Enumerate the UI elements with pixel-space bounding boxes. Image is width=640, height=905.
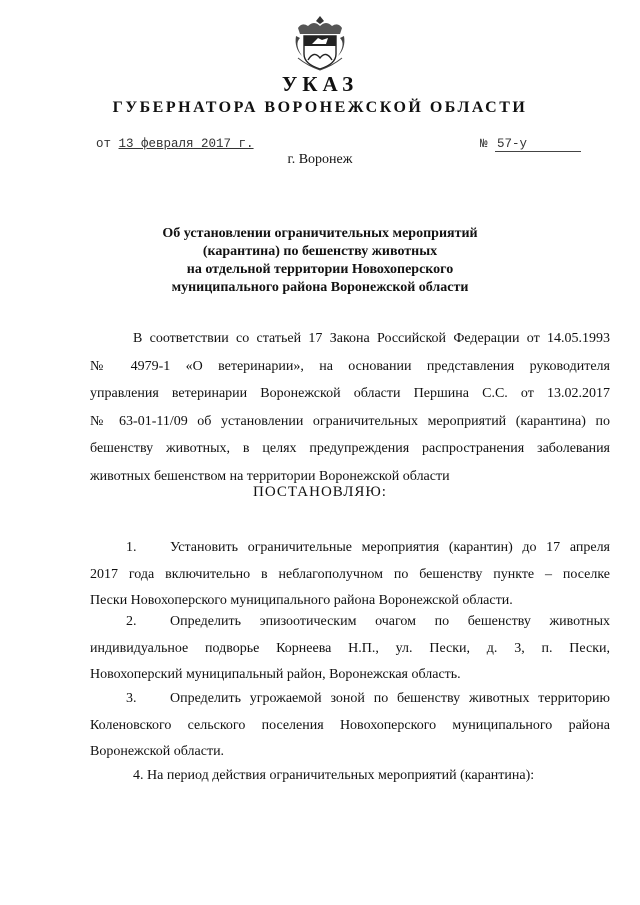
preamble-line: № 4979-1 «О ветеринарии», на основании представления руководителя [90,358,610,374]
preamble-line: животных бешенством на территории Воронежской области [90,468,450,484]
city: г. Воронеж [287,152,353,167]
item-line: 2017 года включительно в неблагополучном по бешенству пункте – поселке [90,566,610,582]
decree-word: ПОСТАНОВЛЯЮ: [253,484,387,500]
heading-line: Об установлении ограничительных мероприятий [162,226,478,241]
item-number: 1. [126,540,137,555]
preamble-line: управления ветеринарии Воронежской области Першина С.С. от 13.02.2017 [90,386,610,401]
item-line: На период действия ограничительных мероприятий (карантина): [147,768,535,783]
number-prefix: № [480,137,488,151]
item-number: 2. [126,614,137,629]
item-line: Новохоперский муниципальный район, Воронежская область. [90,667,461,682]
item-number: 3. [126,691,137,706]
coat-of-arms-icon [292,14,348,72]
date-value: 13 февраля 2017 г. [118,137,254,151]
date-field [96,137,254,151]
preamble-line: бешенству животных, в целях предупреждения распространения заболевания [90,441,610,456]
number-field [480,137,581,152]
document-heading [120,225,520,297]
list-item [90,686,610,766]
issuer: ГУБЕРНАТОРА ВОРОНЕЖСКОЙ ОБЛАСТИ [112,99,528,116]
item-line: Коленовского сельского поселения Новохоперского муниципального района [90,717,610,733]
item-line: Определить эпизоотическим очагом по бешенству животных [170,614,610,629]
item-line: Воронежской области. [90,744,225,759]
list-item [90,535,610,615]
item-line: Установить ограничительные мероприятия (карантин) до 17 апреля [170,540,610,555]
document-type: УКАЗ [281,72,359,96]
heading-line: (карантина) по бешенству животных [202,244,438,259]
list-item [90,763,610,790]
preamble-line: № 63-01-11/09 об установлении ограничительных мероприятий (карантина) по [90,413,610,429]
list-item [90,609,610,689]
item-line: Пески Новохоперского муниципального района Воронежской области. [90,593,513,608]
number-value: 57-у [495,137,581,152]
preamble-line: В соответствии со статьей 17 Закона Российской Федерации от 14.05.1993 [133,331,610,346]
item-number: 4. [133,768,144,783]
item-line: Определить угрожаемой зоной по бешенству животных территорию [170,691,610,706]
heading-line: на отдельной территории Новохоперского [186,262,454,277]
item-line: индивидуальное подворье Корнеева Н.П., ул. Пески, д. 3, п. Пески, [90,640,610,656]
heading-line: муниципального района Воронежской области [171,280,469,295]
date-prefix: от [96,137,112,151]
preamble [90,325,610,490]
